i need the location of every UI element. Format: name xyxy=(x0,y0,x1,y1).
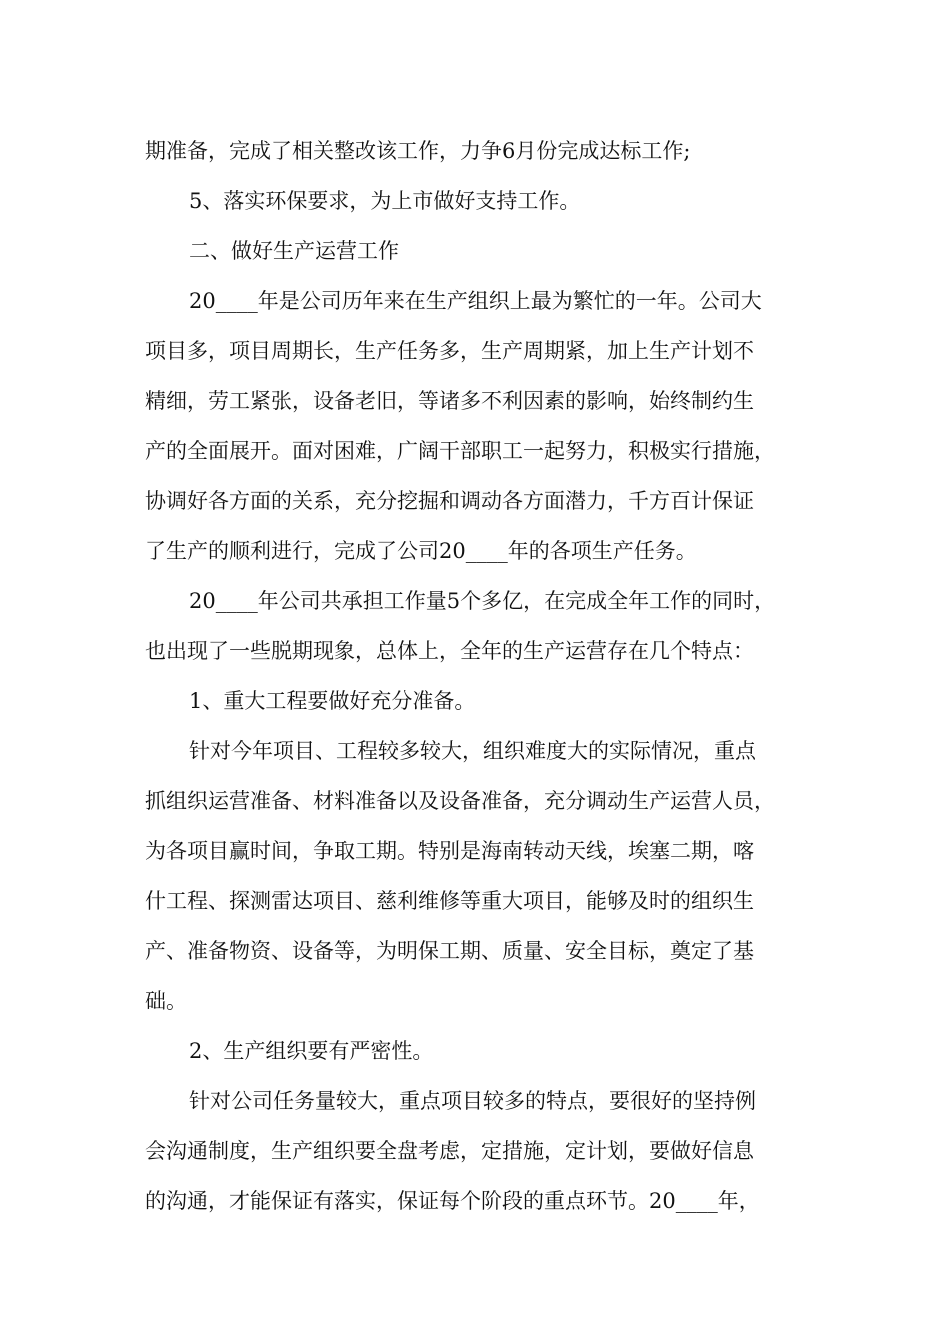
text-line: 了生产的顺利进行，完成了公司20____年的各项生产任务。 xyxy=(145,539,697,563)
text-line: 础。 xyxy=(145,989,187,1013)
text-line: 5、落实环保要求，为上市做好支持工作。 xyxy=(189,189,581,213)
text-line: 精细，劳工紧张，设备老旧，等诸多不利因素的影响，始终制约生 xyxy=(145,389,754,413)
text-line: 针对今年项目、工程较多较大，组织难度大的实际情况，重点 xyxy=(189,739,756,763)
text-line: 20____年是公司历年来在生产组织上最为繁忙的一年。公司大 xyxy=(189,289,762,313)
text-line: 期准备，完成了相关整改该工作，力争6月份完成达标工作; xyxy=(145,139,691,163)
text-line: 产、准备物资、设备等，为明保工期、质量、安全目标，奠定了基 xyxy=(145,939,754,963)
text-line: 20____年公司共承担工作量5个多亿，在完成全年工作的同时， xyxy=(189,589,776,613)
text-line: 产的全面展开。面对困难，广阔干部职工一起努力，积极实行措施， xyxy=(145,439,775,463)
section-heading: 二、做好生产运营工作 xyxy=(189,239,399,263)
text-line: 什工程、探测雷达项目、慈利维修等重大项目，能够及时的组织生 xyxy=(145,889,754,913)
text-line: 项目多，项目周期长，生产任务多，生产周期紧，加上生产计划不 xyxy=(145,339,754,363)
text-line: 也出现了一些脱期现象，总体上，全年的生产运营存在几个特点： xyxy=(145,639,754,663)
text-line: 会沟通制度，生产组织要全盘考虑，定措施，定计划，要做好信息 xyxy=(145,1139,754,1163)
text-line: 抓组织运营准备、材料准备以及设备准备，充分调动生产运营人员， xyxy=(145,789,775,813)
list-heading: 1、重大工程要做好充分准备。 xyxy=(189,689,476,713)
list-heading: 2、生产组织要有严密性。 xyxy=(189,1039,434,1063)
text-line: 的沟通，才能保证有落实，保证每个阶段的重点环节。20____年， xyxy=(145,1189,760,1213)
text-line: 针对公司任务量较大，重点项目较多的特点，要很好的坚持例 xyxy=(189,1089,756,1113)
text-line: 为各项目赢时间，争取工期。特别是海南转动天线，埃塞二期，喀 xyxy=(145,839,754,863)
text-line: 协调好各方面的关系，充分挖掘和调动各方面潜力，千方百计保证 xyxy=(145,489,754,513)
document-body xyxy=(145,126,810,1226)
